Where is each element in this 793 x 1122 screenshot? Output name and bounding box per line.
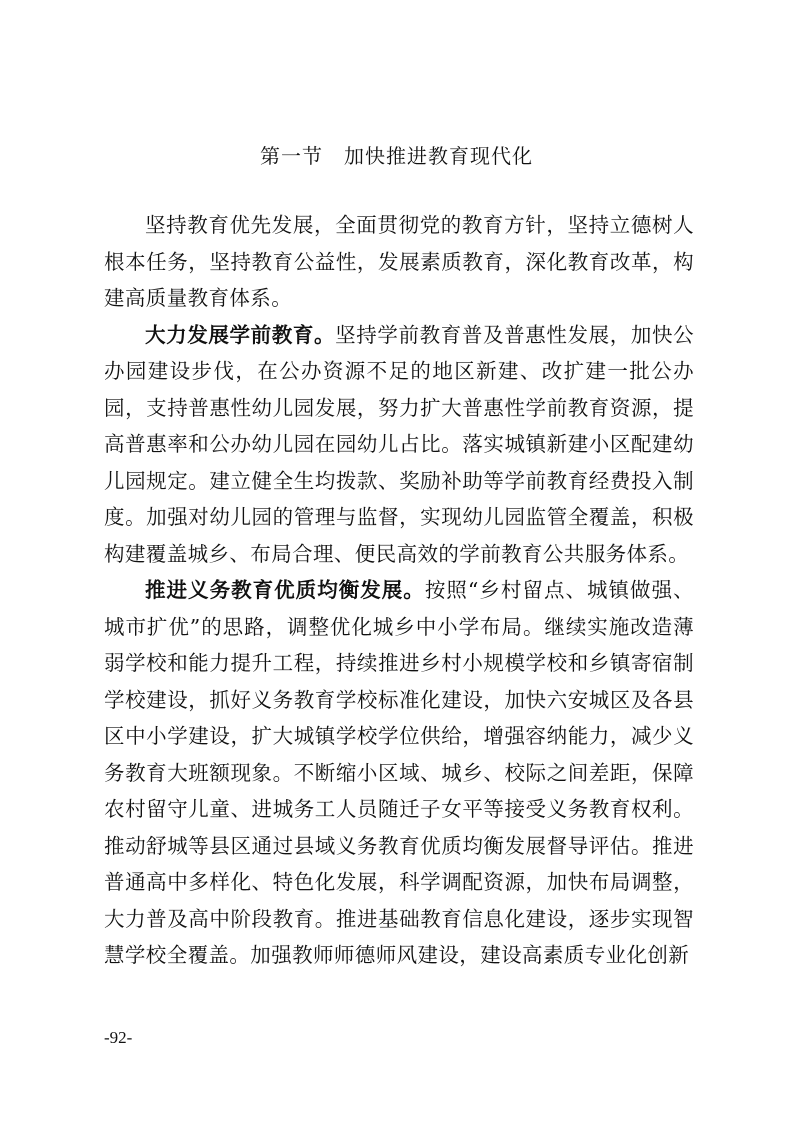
- paragraph-text: 按照“乡村留点、城镇做强、城市扩优”的思路，调整优化城乡中小学布局。继续实施改造薄弱学校和能力提升工程，持续推进乡村小规模学校和乡镇寄宿制学校建设，抓好义务教育学校标准化建设，加快六安城区及各县区中小学建设，扩大城镇学校学位供给，增强容纳能力，减少义务教育大班额现象。不断缩小区域、城乡、校际之间差距，保障农村留守儿童、进城务工人员随迁子女平等接受义务教育权利。推动舒城等县区通过县域义务教育优质均衡发展督导评估。推进普通高中多样化、特色化发展，科学调配资源，加快布局调整，大力普及高中阶段教育。推进基础教育信息化建设，逐步实现智慧学校全覆盖。加强教师师德师风建设，建设高素质专业化创新: [104, 578, 695, 967]
- paragraph-lead: 大力发展学前教育。: [145, 322, 336, 347]
- paragraph-lead: 推进义务教育优质均衡发展。: [145, 578, 425, 602]
- paragraph-preschool: [104, 317, 694, 573]
- paragraph-intro: [104, 207, 694, 317]
- paragraph-text: 坚持学前教育普及普惠性发展，加快公办园建设步伐，在公办资源不足的地区新建、改扩建一批公办园，支持普惠性幼儿园发展，努力扩大普惠性学前教育资源，提高普惠率和公办幼儿园在园幼儿占比。落实城镇新建小区配建幼儿园规定。建立健全生均拨款、奖励补助等学前教育经费投入制度。加强对幼儿园的管理与监督，实现幼儿园监管全覆盖，积极构建覆盖城乡、布局合理、便民高效的学前教育公共服务体系。: [104, 322, 694, 566]
- paragraph-compulsory: [104, 572, 694, 974]
- paragraph-text: 坚持教育优先发展，全面贯彻党的教育方针，坚持立德树人根本任务，坚持教育公益性，发展素质教育，深化教育改革，构建高质量教育体系。: [104, 213, 694, 310]
- section-title: 第一节 加快推进教育现代化: [260, 144, 533, 168]
- body-text: [104, 207, 694, 974]
- page-number: -92-: [104, 1028, 133, 1047]
